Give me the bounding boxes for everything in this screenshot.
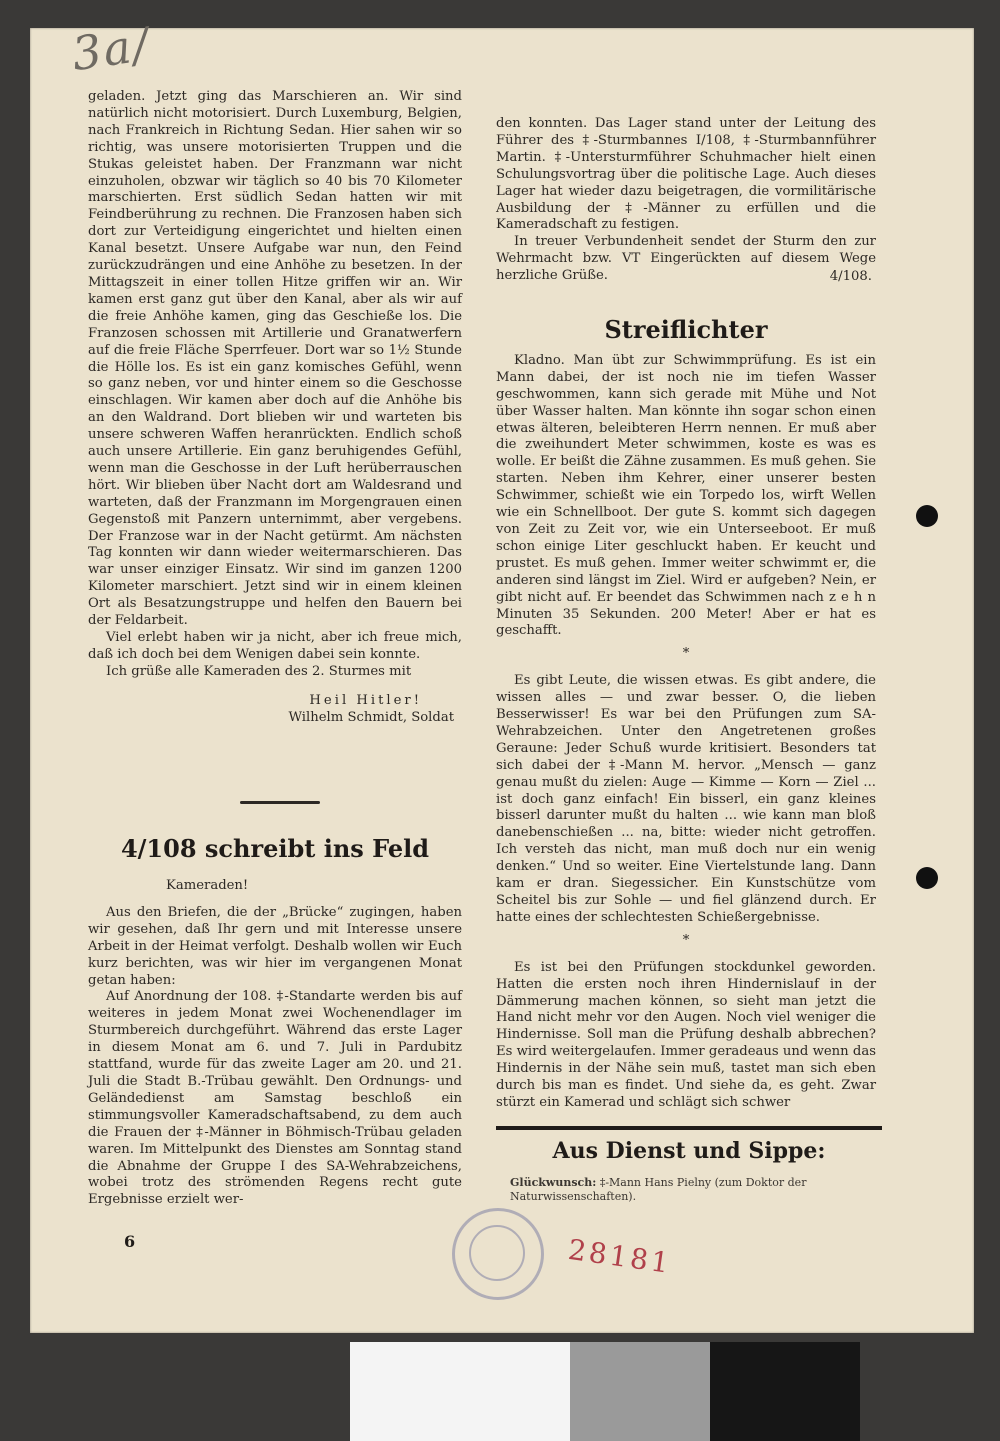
streiflichter-title: Streiflichter: [604, 315, 768, 344]
streiflichter-section: [496, 310, 876, 1112]
right-paragraph: In treuer Verbundenheit sendet der Sturm den zur Wehrmacht bzw. VT Eingerückten auf diesem Wege herzliche Grüße.: [496, 234, 876, 284]
page-number: 6: [124, 1232, 136, 1251]
letter-paragraph: Viel erlebt haben wir ja nicht, aber ich freue mich, daß ich doch bei dem Wenigen dabei sein konnte.: [88, 630, 462, 662]
streiflicht-item: Es ist bei den Prüfungen stockdunkel geworden. Hatten die ersten noch ihren Hindernislauf in der Dämmerung machen können, so sieht man jetzt die Hand nicht mehr vor den Augen. Noch viel weniger die Hindernisse. Soll man die Prüfung deshalb abbrechen? Es wird weitergelaufen. Immer geradeaus und wenn das Hindernis in der Nähe sein muß, tastet man sich eben durch bis man es findet. Und siehe da, es geht. Zwar stürzt ein Kamerad und schlägt sich schwer: [496, 959, 876, 1110]
letter-paragraph: Ich grüße alle Kameraden des 2. Sturmes mit: [106, 663, 412, 679]
feld-paragraph: Aus den Briefen, die der „Brücke“ zugingen, haben wir gesehen, daß Ihr gern und mit Interesse unsere Arbeit in der Heimat verfolgt. Deshalb wollen wir Euch kurz berichten, was wir hier im vergangenen Monat getan haben:: [88, 904, 462, 988]
right-column: [496, 116, 876, 286]
feld-salutation: Kameraden!: [166, 878, 249, 893]
congratulation-note: [510, 1176, 880, 1204]
scan-stripe-white: [350, 1342, 570, 1441]
separator-star: *: [682, 646, 690, 662]
divider-rule: [240, 801, 320, 804]
feld-paragraph: Auf Anordnung der 108. ‡-Standarte werden bis auf weiteres in jedem Monat zwei Wochenendlager im Sturmbereich durchgeführt. Während das erste Lager in diesem Monat am 6. und 7. Juli in Pardubitz stattfand, wurde für das zweite Lager am 20. und 21. Juli die Stadt B.-Trübau gewählt. Den Ordnungs- und Geländedienst am Samstag beschloß ein stimmungsvoller Kameradschaftsabend, zu dem auch die Frauen der ‡-Männer in Böhmisch-Trübau geladen waren. Im Mittelpunkt des Dienstes am Sonntag stand die Abnahme der Gruppe I des SA-Wehrabzeichens, wobei trotz des strömenden Regens recht gute Ergebnisse erzielt wer-: [88, 989, 462, 1208]
punch-hole: [916, 867, 938, 889]
letter-greeting: Heil Hitler!: [309, 692, 422, 708]
punch-hole: [916, 505, 938, 527]
streiflicht-item: Kladno. Man übt zur Schwimmprüfung. Es ist ein Mann dabei, der ist noch nie im tiefen Wasser geschwommen, kann sich gerade mit Mühe und Not über Wasser halten. Man könnte ihn sogar schon einen etwas älteren, beleibteren Herrn nennen. Er muß aber die zweihundert Meter schwimmen, koste es was es wolle. Er beißt die Zähne zusammen. Es muß gehen. Sie starten. Neben ihm Kehrer, einer unserer besten Schwimmer, schießt wie ein Torpedo los, wirft Wellen wie ein Schnellboot. Der gute S. kommt sich dagegen von Zeit zu Zeit vor, wie ein Unterseeboot. Er muß schon einige Liter geschluckt haben. Er keucht und prustet. Es muß gehen. Immer weiter schwimmt er, die anderen sind längst im Ziel. Wird er aufgeben? Nein, er gibt nicht auf. Er beendet das Schwimmen nach z e h n Minuten 35 Sekunden. 200 Meter! Aber er hat es geschafft.: [496, 352, 876, 639]
scan-stripe-gray: [570, 1342, 710, 1441]
letter-paragraph: geladen. Jetzt ging das Marschieren an. Wir sind natürlich nicht motorisiert. Durch Luxemburg, Belgien, nach Frankreich in Richtung Sedan. Hier sahen wir so richtig, was unsere motorisierten Truppen und die Stukas geleistet haben. Der Franzmann war nicht einzuholen, obzwar wir täglich so 40 bis 70 Kilometer marschierten. Erst südlich Sedan hatten wir mit Feindberührung zu rechnen. Die Franzosen haben sich dort zur Verteidigung eingerichtet und hielten einen Kanal besetzt. Unsere Aufgabe war nun, den Feind zurückzudrängen und eine Anhöhe zu besetzen. In der Mittagszeit in einer tollen Hitze griffen wir an. Wir kamen erst ganz gut über den Kanal, aber als wir auf die freie Anhöhe kamen, ging das Geschieße los. Die Franzosen schossen mit Artillerie und Granatwerfern auf die freie Fläche Sperrfeuer. Dort war so 1½ Stunde die Hölle los. Es ist ein ganz komisches Gefühl, wenn so ganz neben, vor und hinter einem so die Geschosse einschlagen. Wir kamen aber doch auf die Anhöhe bis an den Waldrand. Dort blieben wir und warteten bis unsere schweren Waffen heranrückten. Endlich schoß auch unsere Artillerie. Ein ganz beruhigendes Gefühl, wenn man die Geschosse in der Luft herüberrauschen hört. Wir blieben über Nacht dort am Waldesrand und warteten, daß der Franzmann im Morgengrauen einen Gegenstoß mit Panzern unternimmt, aber vergebens. Der Franzose war in der Nacht getürmt. Am nächsten Tag konnten wir dann wieder weitermarschieren. Das war unser einziger Einsatz. Wir sind im ganzen 1200 Kilometer marschiert. Jetzt sind wir in einem kleinen Ort als Besatzungstruppe und helfen den Bauern bei der Feldarbeit.: [88, 89, 462, 629]
right-sign: 4/108.: [829, 269, 872, 285]
letter-signature: Wilhelm Schmidt, Soldat: [288, 709, 454, 725]
feld-article-title: 4/108 schreibt ins Feld: [120, 834, 430, 863]
scan-stripe-black: [710, 1342, 860, 1441]
separator-star: *: [682, 932, 690, 948]
right-paragraph: den konnten. Das Lager stand unter der Leitung des Führer des ‡-Sturmbannes I/108, ‡-Sturmbannführer Martin. ‡-Untersturmführer Schuhmacher hielt einen Schulungsvortrag über die politische Lage. Auch dieses Lager hat wieder dazu beigetragen, die vormilitärische Ausbildung der ‡-Männer zu erfüllen und die Kameradschaft zu festigen.: [496, 116, 876, 233]
dienst-sippe-title: Aus Dienst und Sippe:: [552, 1138, 826, 1164]
library-stamp: [452, 1208, 544, 1300]
archive-number: 28181: [566, 1232, 674, 1281]
feld-article: [88, 878, 462, 1209]
handwritten-note: 3a/: [68, 16, 154, 82]
streiflicht-item: Es gibt Leute, die wissen etwas. Es gibt andere, die wissen alles — und zwar besser. O, die lieben Besserwisser! Es war bei den Prüfungen zum SA-Wehrabzeichen. Unter den Angetretenen großes Geraune: Jeder Schuß wurde kritisiert. Besonders tat sich dabei der ‡-Mann M. hervor. „Mensch — ganz genau mußt du zielen: Auge — Kimme — Korn — Ziel ... ist doch ganz einfach! Ein bisserl, ein ganz kleines bisserl darunter mußt du halten ... wie kann man bloß danebenschießen ... na, bitte: wieder nicht getroffen. Ich versteh das nicht, man muß doch nur ein wenig denken.“ Und so weiter. Eine Viertelstunde lang. Dann kam er dran. Siegessicher. Ein Kunstschütze vom Scheitel bis zur Sohle — und fiel glänzend durch. Er hatte eines der schlechtesten Schießergebnisse.: [496, 673, 876, 925]
congratulation-text: ‡-Mann Hans Pielny (zum Doktor der Naturwissenschaften).: [510, 1176, 807, 1203]
congratulation-label: Glückwunsch:: [510, 1176, 597, 1189]
left-column: [88, 89, 462, 727]
section-rule: [496, 1126, 882, 1130]
